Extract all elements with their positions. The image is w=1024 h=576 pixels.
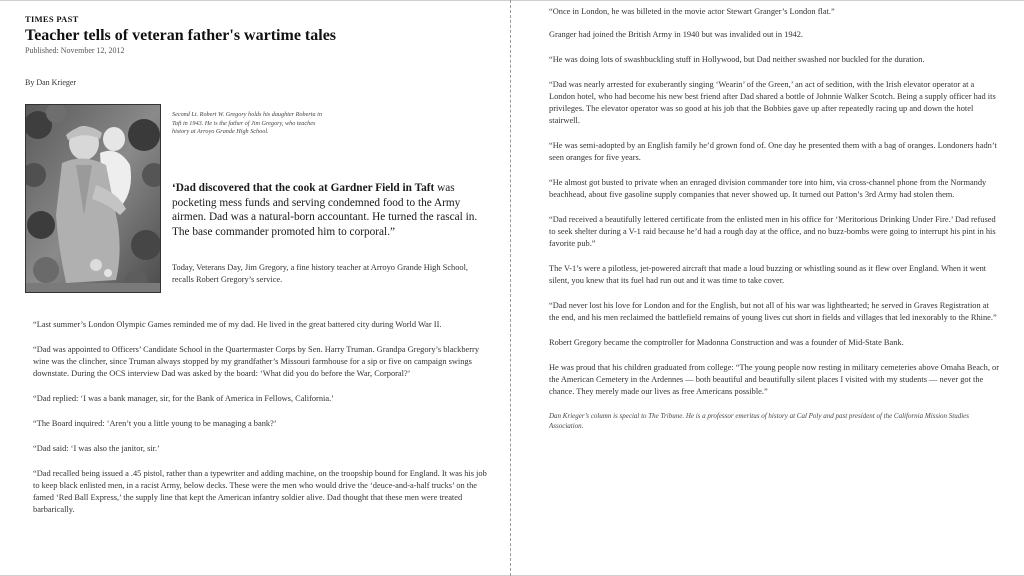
body-paragraph: “Dad recalled being issued a .45 pistol, rather than a typewriter and adding machine, on the troopship bound for England. It was his job to keep black enlisted men, in a racist Army, below decks. These were the men who would drive the ‘deuce-and-a-half trucks’ on the famed ‘Red Ball Express,’ the supply line that kept the American infantry soldier alive. Dad thought that these men were treated barbarically. <box>33 469 487 514</box>
byline: By Dan Krieger <box>25 78 77 87</box>
section-label: TIMES PAST <box>25 14 79 24</box>
photo-caption: Second Lt. Robert W. Gregory holds his daughter Roberta in Taft in 1943. He is the father of Jim Gregory, who teaches history at Arroyo Grande High School. <box>172 111 322 136</box>
author-footnote: Dan Krieger’s column is special to The Tribune. He is a professor emeritus of history at Cal Poly and past president of the California Mission Studies Association. <box>549 412 969 430</box>
left-body <box>33 319 493 529</box>
feature-block <box>25 104 495 296</box>
body-paragraph: “Once in London, he was billeted in the movie actor Stewart Granger’s London flat.” <box>549 7 835 16</box>
right-body <box>549 6 1001 431</box>
pull-quote-rest: was pocketing mess funds and serving condemned food to the Army airmen. Dad was a natural-born accountant. He turned the rascal in. The base commander promoted him to corporal.” <box>172 182 478 238</box>
intro-paragraph: Today, Veterans Day, Jim Gregory, a fine history teacher at Arroyo Grande High School, recalls Robert Gregory’s service. <box>172 263 469 284</box>
body-paragraph: “He almost got busted to private when an enraged division commander tore into him, via cross-channel phone from the Normandy beachhead, about five gasoline supply companies that never showed up. It turned out Patton’s 3rd Army had stolen them. <box>549 178 987 199</box>
body-paragraph: “The Board inquired: ‘Aren’t you a little young to be managing a bank?’ <box>33 419 277 428</box>
body-paragraph: “Last summer’s London Olympic Games reminded me of my dad. He lived in the great battered city during World War II. <box>33 320 442 329</box>
body-paragraph: The V-1’s were a pilotless, jet-powered aircraft that made a loud buzzing or whistling sound as it flew over England. When it went silent, you knew that its fuel had run out and it was time to take cover. <box>549 264 987 285</box>
body-paragraph: Granger had joined the British Army in 1940 but was invalided out in 1942. <box>549 30 804 39</box>
body-paragraph: “Dad replied: ‘I was a bank manager, sir, for the Bank of America in Fellows, California.’ <box>33 394 334 403</box>
page-top-edge <box>0 0 1024 1</box>
headline: Teacher tells of veteran father's wartime tales <box>25 27 337 44</box>
body-paragraph: “Dad was nearly arrested for exuberantly singing ‘Wearin’ of the Green,’ an act of sedition, with the Irish elevator operator at a London hotel, who had become his new best friend after Dad shared a bottle of Johnnie Walker Scotch. Being a supply officer had its privileges. The elevator operator was so good at his job that the Bobbies gave up after repeatedly racing up and down the hotel stairwell. <box>549 80 996 125</box>
body-paragraph: “Dad was appointed to Officers’ Candidate School in the Quartermaster Corps by Sen. Harry Truman. Grandpa Gregory’s blackberry wine was the clincher, since Truman always stopped by my grandfather’s Missouri farmhouse for a sip or five on campaign swings downstate. During the OCS interview Dad was asked by the board: ‘What did you do before the War, Corporal?’ <box>33 345 480 378</box>
photo-illustration <box>26 105 161 293</box>
body-paragraph: “Dad received a beautifully lettered certificate from the enlisted men in his office for ‘Meritorious Drinking Under Fire.’ Dad refused to seek shelter during a V-1 raid because he’d had a rough day at the office, and no buzz-bombs were going to interrupt his pint in his favorite pub.” <box>549 215 996 248</box>
article-photo <box>25 104 161 293</box>
body-paragraph: Robert Gregory became the comptroller for Madonna Construction and was a founder of Mid-State Bank. <box>549 338 904 347</box>
published-date: Published: November 12, 2012 <box>25 46 125 55</box>
body-paragraph: “Dad never lost his love for London and for the English, but not all of his war was lighthearted; he served in Graves Registration at the end, and his men reclaimed the battlefield remains of young lives cut short in fields and villages that led inexorably to the Rhine.” <box>549 301 997 322</box>
pull-quote <box>172 181 490 239</box>
body-paragraph: “He was doing lots of swashbuckling stuff in Hollywood, but Dad neither swashed nor buckled for the duration. <box>549 55 925 64</box>
pull-quote-lead: ‘Dad discovered that the cook at Gardner Field in Taft <box>172 182 435 194</box>
left-column <box>25 14 495 514</box>
body-paragraph: “Dad said: ‘I was also the janitor, sir.’ <box>33 444 160 453</box>
column-divider <box>510 0 511 576</box>
body-paragraph: “He was semi-adopted by an English family he’d grown fond of. One day he presented them with a bag of oranges. Londoners hadn’t seen oranges for five years. <box>549 141 997 162</box>
body-paragraph: He was proud that his children graduated from college: “The young people now resting in military cemeteries above Omaha Beach, or the American Cemetery in the Ardennes — both beautiful and beautifully silent places I visited with my students — never got the chance. They merely made our lives as free Americans possible.” <box>549 363 1000 396</box>
